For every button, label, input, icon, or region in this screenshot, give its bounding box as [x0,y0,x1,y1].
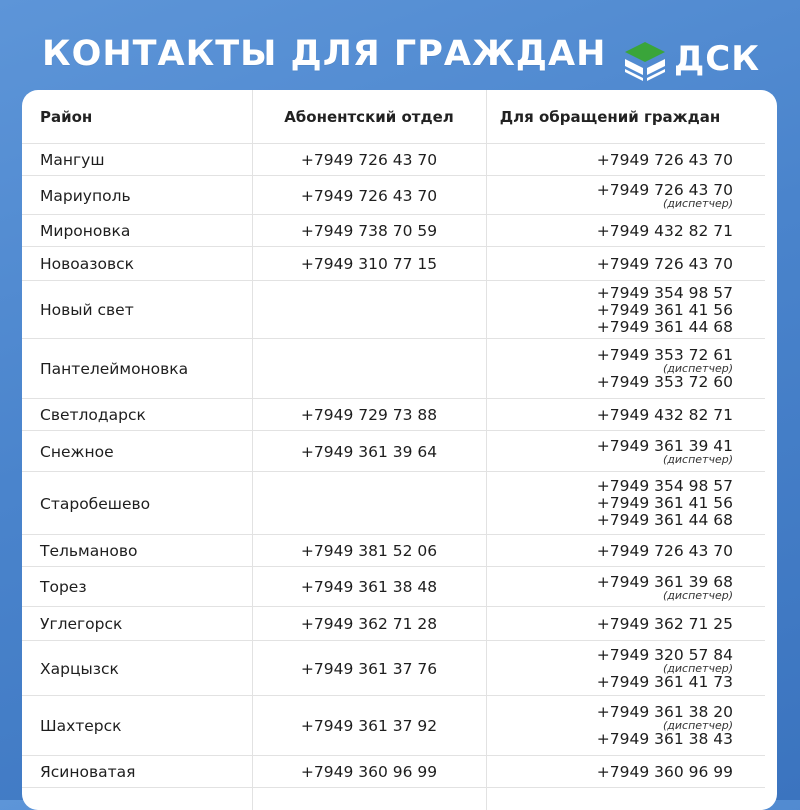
district-name: Снежное [40,442,114,461]
citizen-phone: +7949 361 39 68 [596,572,733,591]
header-district: Район [40,108,93,126]
table-row [22,215,765,247]
citizen-phone: +7949 320 57 84 [596,645,733,664]
dispatcher-note: (диспетчер) [662,719,733,732]
dispatcher-note: (диспетчер) [662,661,733,675]
citizen-phone: +7949 726 43 70 [596,541,733,560]
citizen-contacts [487,696,733,756]
subscriber-phone: +7949 361 39 64 [300,442,438,461]
citizen-contacts [487,535,733,567]
citizen-phone: +7949 361 41 73 [596,672,733,691]
table-row [22,567,765,607]
table-row [22,144,765,176]
citizen-contacts [487,472,733,535]
table-row [22,756,765,788]
table-row [22,399,765,431]
citizen-phone: +7949 353 72 60 [596,373,733,391]
dispatcher-note: (диспетчер) [662,197,733,210]
district-name: Старобешево [40,494,151,513]
subscriber-phone [252,281,486,339]
subscriber-phone [252,339,486,399]
page-title: КОНТАКТЫ ДЛЯ ГРАЖДАН [42,34,607,74]
district-name: Торез [40,578,87,596]
dispatcher-note: (диспетчер) [662,362,733,375]
citizen-contacts [487,431,733,472]
citizen-phone: +7949 361 38 20 [596,703,733,721]
district-name: Углегорск [40,615,123,633]
district-name: Мироновка [40,222,131,240]
citizen-phone: +7949 361 41 56 [596,494,733,512]
subscriber-phone: +7949 361 37 92 [300,717,438,735]
citizen-contacts [487,339,733,399]
citizen-contacts [487,215,733,247]
citizen-phone: +7949 726 43 70 [596,181,733,199]
subscriber-phone [252,472,486,535]
dispatcher-note: (диспетчер) [662,588,733,602]
district-name: Тельманово [40,542,138,560]
header-citizen: Для обращений граждан [499,108,721,126]
subscriber-phone: +7949 726 43 70 [300,151,438,169]
subscriber-phone: +7949 361 38 48 [300,578,438,596]
citizen-contacts [487,641,733,696]
citizen-contacts [487,176,733,215]
table-row [22,696,765,756]
district-name: Мариуполь [40,186,131,205]
citizen-contacts [487,281,733,339]
subscriber-phone: +7949 361 37 76 [300,659,438,678]
table-row [22,641,765,696]
citizen-phone: +7949 361 41 56 [596,300,733,319]
table-row [22,472,765,535]
citizen-phone: +7949 432 82 71 [596,221,733,240]
district-name: Мангуш [40,151,105,169]
subscriber-phone: +7949 310 77 15 [300,255,438,273]
table-row [22,281,765,339]
citizen-phone: +7949 726 43 70 [596,150,733,169]
citizen-phone: +7949 361 38 43 [596,730,733,748]
logo-text: ДСК [674,39,761,79]
district-name: Новоазовск [40,255,134,273]
citizen-contacts [487,247,733,281]
logo-icon [622,37,668,81]
table-row [22,535,765,567]
citizen-phone: +7949 361 44 68 [596,317,733,336]
contacts-table [22,90,777,810]
citizen-phone: +7949 361 44 68 [596,511,733,529]
subscriber-phone: +7949 729 73 88 [300,406,438,424]
district-name: Новый свет [40,301,134,319]
district-name: Пантелеймоновка [40,360,189,378]
citizen-phone: +7949 354 98 57 [596,283,733,302]
header-subscriber: Абонентский отдел [284,108,454,126]
table-row [22,339,765,399]
table-row [22,176,765,215]
citizen-phone: +7949 361 39 41 [596,437,733,455]
district-name: Харцызск [40,659,119,678]
table-header [22,90,765,144]
citizen-phone: +7949 726 43 70 [596,254,733,273]
subscriber-phone: +7949 726 43 70 [300,186,438,205]
citizen-phone: +7949 353 72 61 [596,346,733,364]
citizen-contacts [487,399,733,431]
logo [622,37,762,81]
district-name: Ясиноватая [40,763,136,781]
district-name: Светлодарск [40,406,146,424]
citizen-phone: +7949 432 82 71 [596,405,733,424]
subscriber-phone: +7949 381 52 06 [300,542,438,560]
table-row [22,431,765,472]
table-row [22,247,765,281]
citizen-phone: +7949 362 71 25 [596,614,733,633]
subscriber-phone: +7949 362 71 28 [300,615,438,633]
table-row [22,607,765,641]
citizen-contacts [487,607,733,641]
citizen-contacts [487,756,733,788]
subscriber-phone: +7949 738 70 59 [300,222,438,240]
district-name: Шахтерск [40,717,122,735]
subscriber-phone: +7949 360 96 99 [300,763,438,781]
citizen-phone: +7949 360 96 99 [596,762,733,781]
citizen-phone: +7949 354 98 57 [596,477,733,495]
citizen-contacts [487,567,733,607]
citizen-contacts [487,144,733,176]
dispatcher-note: (диспетчер) [662,453,733,466]
